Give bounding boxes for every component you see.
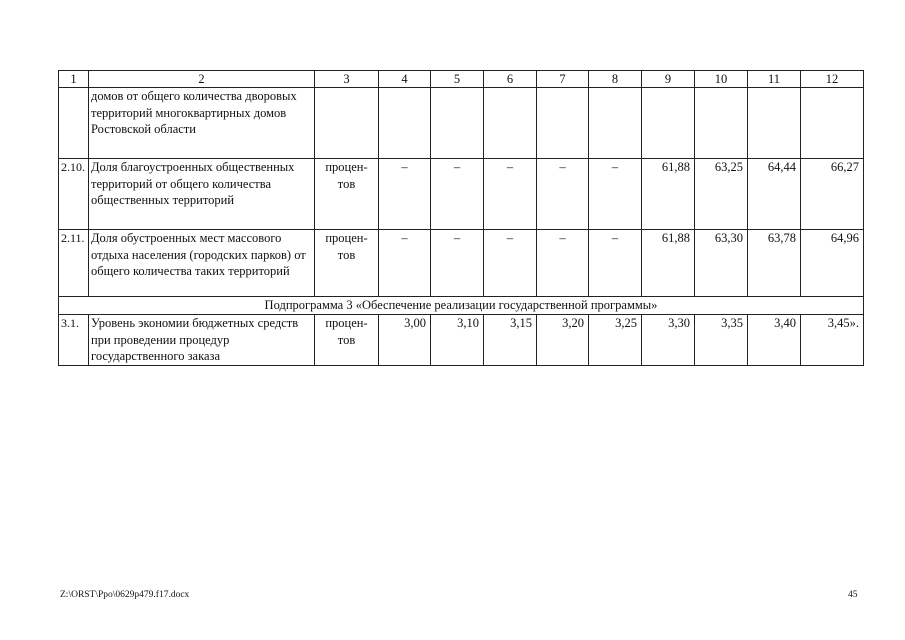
header-cell: 6	[484, 71, 537, 88]
value-cell: 66,27	[801, 159, 864, 230]
value-cell: 3,10	[431, 315, 484, 366]
value-cell: 64,96	[801, 230, 864, 297]
value-cell: –	[537, 230, 589, 297]
row-number-cell	[59, 88, 89, 159]
value-cell: 3,15	[484, 315, 537, 366]
value-cell: 63,25	[695, 159, 748, 230]
value-cell: 3,40	[748, 315, 801, 366]
unit-cell: процен-тов	[315, 315, 379, 366]
header-cell: 11	[748, 71, 801, 88]
header-cell: 12	[801, 71, 864, 88]
value-cell: –	[589, 230, 642, 297]
value-cell: –	[379, 159, 431, 230]
value-cell: 3,45».	[801, 315, 864, 366]
indicator-name-cell: Доля благоустроенных общественных территорий от общего количества общественных территорий	[89, 159, 315, 230]
value-cell: –	[431, 159, 484, 230]
header-cell: 2	[89, 71, 315, 88]
indicator-name-cell: Уровень экономии бюджетных средств при проведении процедур государственного заказа	[89, 315, 315, 366]
row-number-cell: 3.1.	[59, 315, 89, 366]
table-row	[59, 88, 864, 159]
indicator-name-cell: домов от общего количества дворовых территорий многоквартирных домов Ростовской области	[89, 88, 315, 159]
row-number-cell: 2.11.	[59, 230, 89, 297]
value-cell: 3,35	[695, 315, 748, 366]
unit-cell: процен-тов	[315, 230, 379, 297]
value-cell: 3,20	[537, 315, 589, 366]
header-cell: 7	[537, 71, 589, 88]
value-cell: –	[484, 159, 537, 230]
unit-cell: процен-тов	[315, 159, 379, 230]
indicator-name-cell: Доля обустроенных мест массового отдыха населения (городских парков) от общего количества таких территорий	[89, 230, 315, 297]
value-cell: 3,00	[379, 315, 431, 366]
header-cell: 3	[315, 71, 379, 88]
subprogram-row	[59, 297, 864, 315]
row-number-cell: 2.10.	[59, 159, 89, 230]
header-cell: 10	[695, 71, 748, 88]
header-cell: 8	[589, 71, 642, 88]
header-cell: 9	[642, 71, 695, 88]
page-number: 45	[848, 590, 858, 600]
value-cell: 3,25	[589, 315, 642, 366]
value-cell: –	[537, 159, 589, 230]
value-cell: –	[431, 230, 484, 297]
value-cell: 63,78	[748, 230, 801, 297]
value-cell: –	[484, 230, 537, 297]
value-cell: 64,44	[748, 159, 801, 230]
value-cell: –	[589, 159, 642, 230]
table-row	[59, 159, 864, 230]
indicators-table	[58, 70, 864, 366]
subprogram-title: Подпрограмма 3 «Обеспечение реализации государственной программы»	[59, 297, 864, 315]
value-cell: 63,30	[695, 230, 748, 297]
table-row	[59, 230, 864, 297]
header-cell: 1	[59, 71, 89, 88]
value-cell: –	[379, 230, 431, 297]
header-cell: 4	[379, 71, 431, 88]
value-cell: 61,88	[642, 230, 695, 297]
value-cell: 61,88	[642, 159, 695, 230]
table-row	[59, 315, 864, 366]
header-row	[59, 71, 864, 88]
header-cell: 5	[431, 71, 484, 88]
value-cell: 3,30	[642, 315, 695, 366]
footer-file-path: Z:\ORST\Ppo\0629p479.f17.docx	[60, 590, 190, 600]
